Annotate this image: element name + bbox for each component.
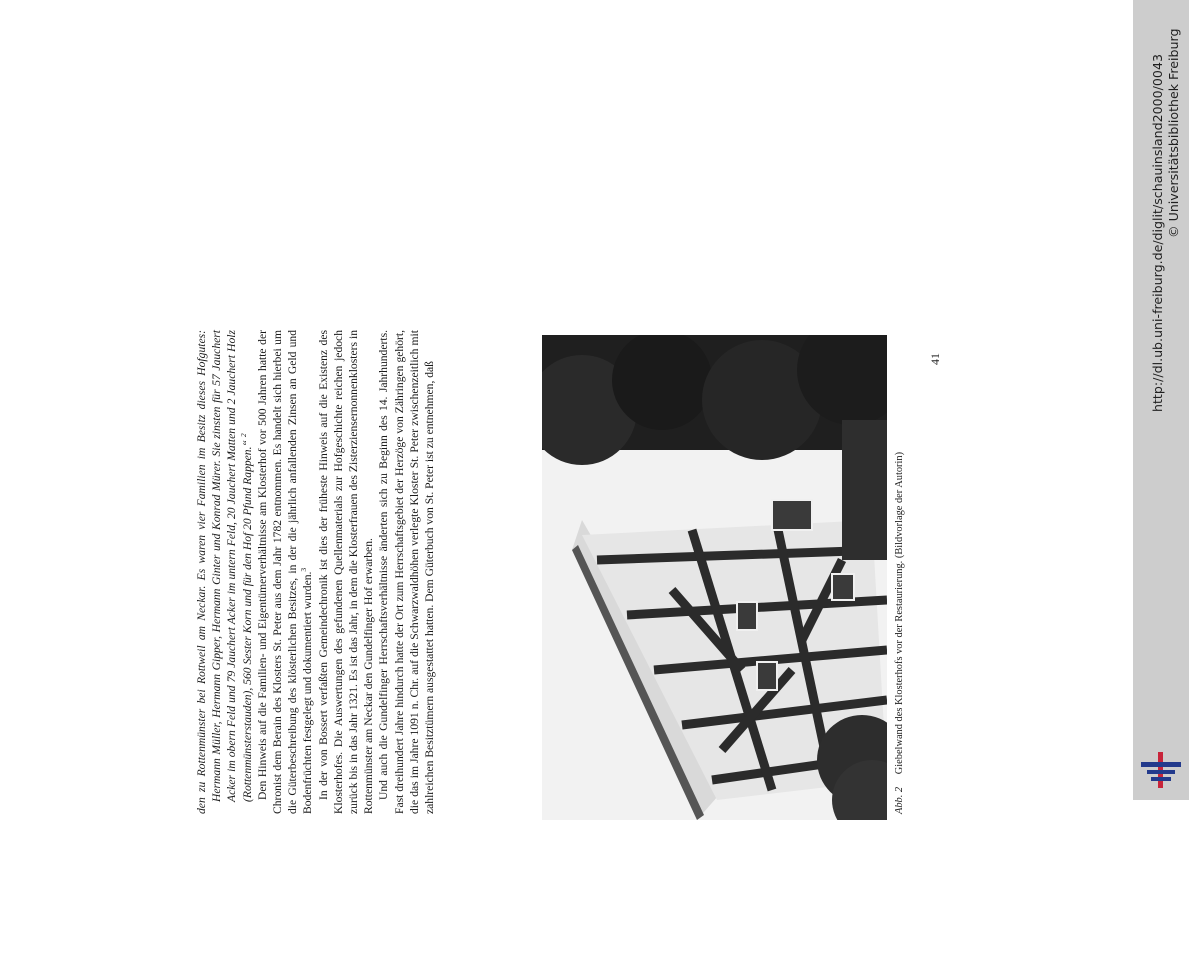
footnote-marker: 2 (238, 433, 248, 438)
permalink-url[interactable]: http://dl.ub.uni-freiburg.de/diglit/schauinsland2000/0043 (1150, 54, 1165, 412)
copyright-notice: © Universitätsbibliothek Freiburg (1166, 28, 1181, 238)
figure-caption (894, 334, 905, 814)
sidebar-text (1133, 0, 1189, 800)
paragraph-1-text: Den Hinweis auf die Familien- und Eigentümerverhältnisse am Klosterhof vor 500 Jahren hatte der Chronist dem Berain des Klosters St. Peter aus dem Jahr 1782 entnommen. Es handelt sich hierbei um die Güterbeschreibung des klösterlichen Besitzes, in der die jährlich anfallenden Zinsen an Geld und Bodenfrüchten festgelegt und dokumentiert wurden. (255, 330, 315, 814)
quote-text: den zu Rottenmünster bei Rottweil am Neckar. Es waren vier Familien im Besitz dieses Hofgutes: Hermann Müller, Hermann Gipper, Hermann Ginter und Konrad Mürer. Sie zinsten für 57 Jauchert Acker im obern Feld und 79 Jauchert Acker im untern Feld, 20 Jauchert Matten und 2 Jauchert Holz (Rottenmünsterstauden), 560 Sester Korn und für den Hof 20 Pfund Rappen.“ (195, 330, 254, 814)
paragraph-3: Und auch die Gundelfinger Herrschaftsverhältnisse änderten sich zu Beginn des 14. Jahrhunderts. Fast dreihundert Jahre hindurch hatte der Ort zum Herrschaftsgebiet der Herzöge von Zähringen gehört, die das im Jahre 1091 n. Chr. auf die Schwarzwaldhöhen verlegte Kloster St. Peter zwischenzeitlich mit zahlreichen Besitztümern ausgestattet hatten. Dem Güterbuch von St. Peter ist zu entnehmen, daß (377, 330, 437, 814)
ub-freiburg-logo-icon (1141, 752, 1181, 788)
paragraph-1 (255, 330, 316, 814)
paragraph-2: In der von Bossert verfaßten Gemeindechronik ist dies der früheste Hinweis auf die Existenz des Klosterhofes. Die Auswertungen des gefundenen Quellenmaterials zur Hofgeschichte reichen jedoch zurück bis in das Jahr 1321. Es ist das Jahr, in dem die Klosterfrauen des Zisterziensernonnenklosters in Rottenmünster am Neckar den Gundelfinger Hof erwarben. (316, 330, 376, 814)
quote-paragraph (194, 330, 255, 814)
footnote-marker: 3 (299, 567, 309, 572)
caption-label: Abb. 2 (894, 786, 905, 814)
caption-text: Giebelwand des Klosterhofs vor der Restaurierung. (Bildvorlage der Autorin) (894, 451, 905, 775)
document-page (184, 330, 944, 970)
body-text (194, 330, 437, 814)
page-number: 41 (928, 353, 942, 365)
farmhouse-gable-photo (542, 335, 887, 820)
viewer-sidebar (1133, 0, 1189, 800)
